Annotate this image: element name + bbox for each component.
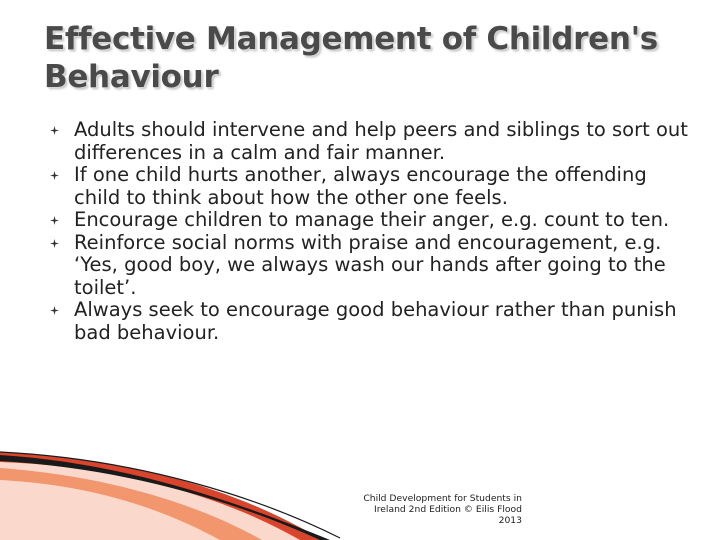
list-item bbox=[50, 299, 690, 344]
sparkle-bullet-icon bbox=[50, 126, 59, 135]
bullet-text: Adults should intervene and help peers and siblings to sort out differences in a calm and fair manner. bbox=[74, 118, 688, 164]
sparkle-bullet-icon bbox=[50, 171, 59, 180]
list-item bbox=[50, 209, 690, 232]
slide-title: Effective Management of Children's Behaviour bbox=[44, 21, 658, 95]
sparkle-bullet-icon bbox=[50, 216, 59, 225]
footer-citation bbox=[300, 493, 522, 526]
footer-line: Child Development for Students in bbox=[363, 493, 522, 504]
bullet-text: Encourage children to manage their anger, e.g. count to ten. bbox=[74, 208, 670, 231]
sparkle-bullet-icon bbox=[50, 306, 59, 315]
bullet-text: If one child hurts another, always encourage the offending child to think about how the other one feels. bbox=[74, 163, 647, 209]
list-item bbox=[50, 119, 690, 164]
list-item bbox=[50, 232, 690, 300]
footer-line: 2013 bbox=[498, 515, 522, 526]
bullet-text: Always seek to encourage good behaviour rather than punish bad behaviour. bbox=[74, 298, 677, 344]
bullet-list bbox=[50, 119, 690, 344]
footer-line: Ireland 2nd Edition © Eilis Flood bbox=[373, 504, 522, 515]
list-item bbox=[50, 164, 690, 209]
sparkle-bullet-icon bbox=[50, 239, 59, 248]
bullet-text: Reinforce social norms with praise and encouragement, e.g. ‘Yes, good boy, we always wash our hands after going to the toilet’. bbox=[74, 230, 666, 299]
